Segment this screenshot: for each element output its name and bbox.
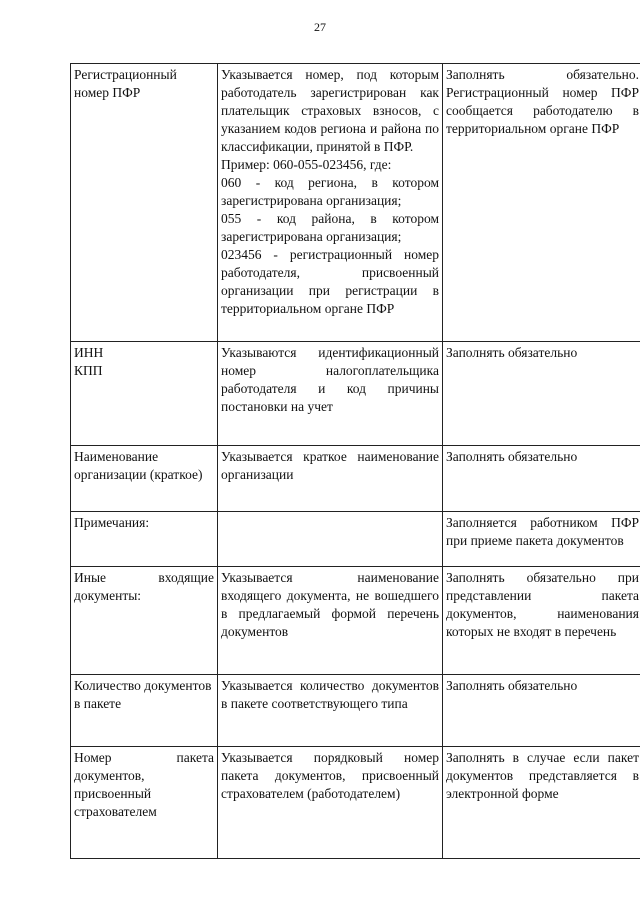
table-row bbox=[71, 446, 640, 512]
field-name-cell: Регистрационный номер ПФР bbox=[71, 64, 218, 342]
description-cell: Указываются идентификационный номер налогоплательщика работодателя и код причины постановки на учет bbox=[218, 342, 443, 446]
example-line: 023456 - регистрационный номер работодателя, присвоенный организации при регистрации в территориальном органе ПФР bbox=[221, 247, 439, 316]
note-cell: Заполнять в случае если пакет документов представляется в электронной форме bbox=[443, 747, 640, 859]
note-cell: Заполнять обязательно bbox=[443, 675, 640, 747]
field-name-cell: Иные входящие документы: bbox=[71, 567, 218, 675]
table-row bbox=[71, 512, 640, 567]
page-number: 27 bbox=[314, 20, 326, 34]
example-line: 060 - код региона, в котором зарегистрирована организация; bbox=[221, 175, 439, 208]
field-name-line: ИНН bbox=[74, 345, 104, 360]
field-name-cell: Количество документов в пакете bbox=[71, 675, 218, 747]
table-row bbox=[71, 675, 640, 747]
note-cell: Заполнять обязательно. Регистрационный номер ПФР сообщается работодателю в территориальном органе ПФР bbox=[443, 64, 640, 342]
note-cell: Заполнять обязательно при представлении пакета документов, наименования которых не входят в перечень bbox=[443, 567, 640, 675]
table-row bbox=[71, 342, 640, 446]
description-cell: Указывается наименование входящего документа, не вошедшего в предлагаемый формой перечень документов bbox=[218, 567, 443, 675]
field-name-cell: Наименование организации (краткое) bbox=[71, 446, 218, 512]
table-row bbox=[71, 64, 640, 342]
field-name-line: КПП bbox=[74, 363, 103, 378]
description-cell: Указывается порядковый номер пакета документов, присвоенный страхователем (работодателем) bbox=[218, 747, 443, 859]
example-line: 055 - код района, в котором зарегистрирована организация; bbox=[221, 211, 439, 244]
example-line: Пример: 060-055-023456, где: bbox=[221, 157, 392, 172]
note-cell: Заполняется работником ПФР при приеме пакета документов bbox=[443, 512, 640, 567]
description-text: Указывается номер, под которым работодатель зарегистрирован как плательщик страховых взносов, с указанием кодов региона и района по классификации, принятой в ПФР. bbox=[221, 67, 439, 154]
description-cell: Указывается краткое наименование организации bbox=[218, 446, 443, 512]
description-cell bbox=[218, 512, 443, 567]
field-name-cell: Примечания: bbox=[71, 512, 218, 567]
note-cell: Заполнять обязательно bbox=[443, 342, 640, 446]
instructions-table bbox=[70, 63, 640, 859]
table-row bbox=[71, 747, 640, 859]
note-cell: Заполнять обязательно bbox=[443, 446, 640, 512]
description-cell bbox=[218, 64, 443, 342]
table-row bbox=[71, 567, 640, 675]
field-name-cell: Номер пакета документов, присвоенный страхователем bbox=[71, 747, 218, 859]
description-cell: Указывается количество документов в пакете соответствующего типа bbox=[218, 675, 443, 747]
field-name-cell bbox=[71, 342, 218, 446]
